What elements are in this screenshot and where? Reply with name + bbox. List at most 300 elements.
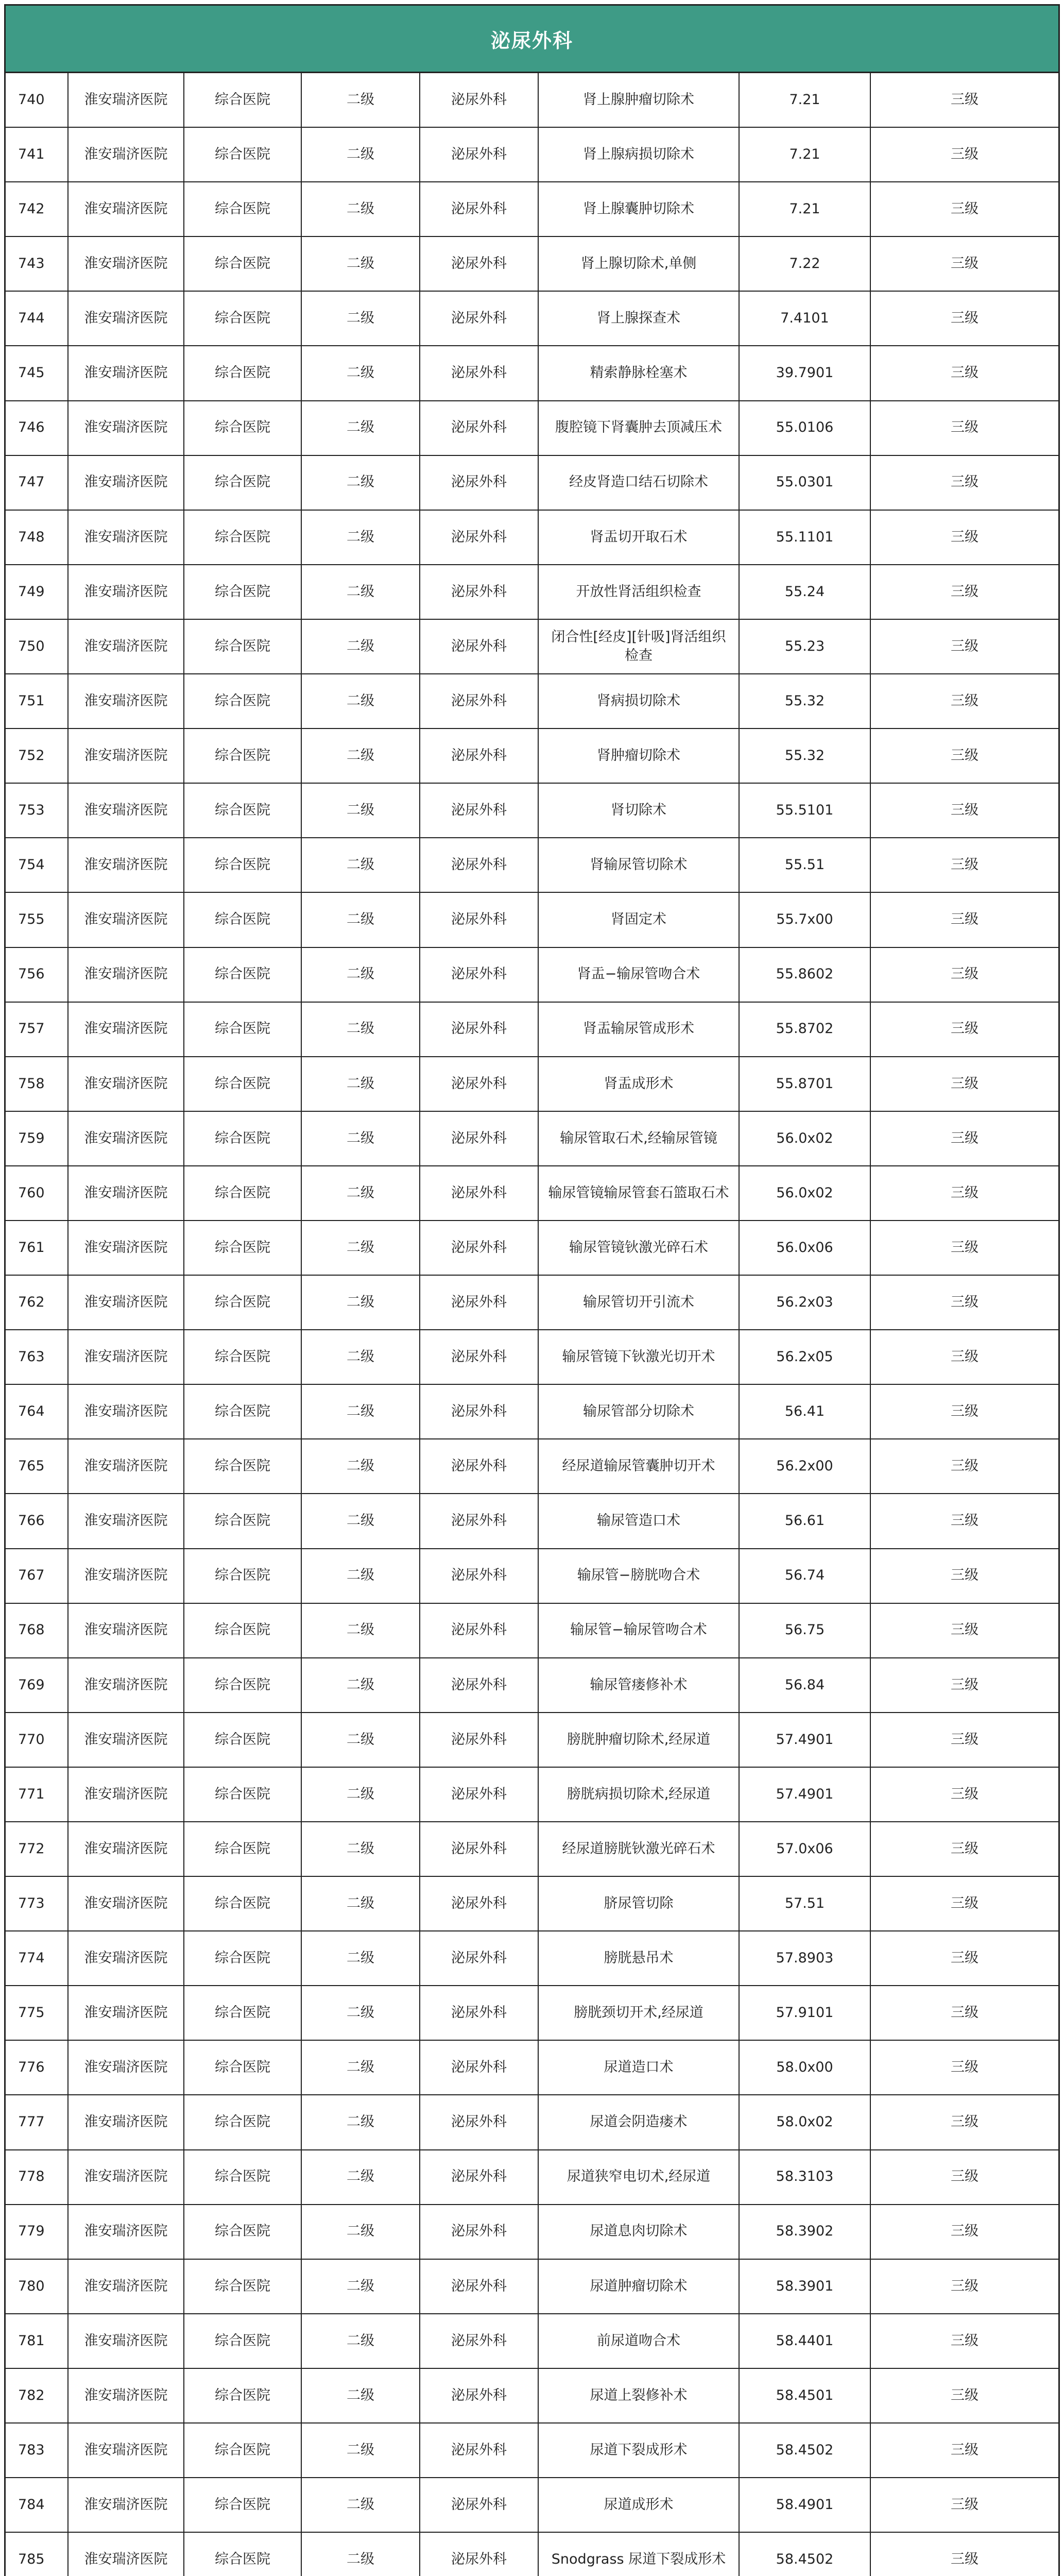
procedure-code-cell: 58.3902	[740, 2205, 871, 2259]
department-cell: 泌尿外科	[420, 2369, 539, 2422]
procedure-name-cell: 经尿道膀胱钬激光碎石术	[539, 1822, 740, 1876]
department-cell: 泌尿外科	[420, 1112, 539, 1165]
department-cell: 泌尿外科	[420, 511, 539, 564]
hospital-type-cell: 综合医院	[184, 620, 302, 673]
procedure-name-cell: Snodgrass 尿道下裂成形术	[539, 2533, 740, 2576]
hospital-grade-cell: 二级	[302, 784, 420, 837]
department-cell: 泌尿外科	[420, 73, 539, 127]
table-row	[6, 2095, 1058, 2150]
table-row	[6, 948, 1058, 1003]
procedure-code-cell: 58.3901	[740, 2260, 871, 2313]
procedure-name-cell: 肾盂切开取石术	[539, 511, 740, 564]
procedure-level-cell: 三级	[951, 802, 979, 819]
procedure-code-cell: 58.4502	[740, 2533, 871, 2576]
department-cell: 泌尿外科	[420, 2533, 539, 2576]
hospital-grade-cell: 二级	[302, 346, 420, 400]
department-cell: 泌尿外科	[420, 1604, 539, 1657]
procedure-code-cell: 55.0106	[740, 401, 871, 455]
procedure-level-cell: 三级	[951, 1567, 979, 1584]
procedure-code-cell: 56.84	[740, 1658, 871, 1712]
row-number-cell: 743	[6, 237, 68, 291]
hospital-type-cell: 综合医院	[184, 2095, 302, 2149]
procedure-name-cell: 肾固定术	[539, 893, 740, 946]
hospital-type-cell: 综合医院	[184, 2369, 302, 2422]
procedure-level-cell: 三级	[951, 2332, 979, 2349]
department-cell: 泌尿外科	[420, 346, 539, 400]
procedure-code-cell: 58.4401	[740, 2314, 871, 2368]
row-number-cell: 748	[6, 511, 68, 564]
procedure-level-cell: 三级	[951, 1403, 979, 1420]
hospital-grade-cell: 二级	[302, 128, 420, 181]
row-number-cell: 765	[6, 1439, 68, 1493]
procedure-name-cell: 尿道狭窄电切术,经尿道	[539, 2150, 740, 2204]
row-number-cell: 740	[6, 73, 68, 127]
hospital-type-cell: 综合医院	[184, 292, 302, 345]
procedure-name-cell: 输尿管镜输尿管套石篮取石术	[539, 1166, 740, 1220]
hospital-name-cell: 淮安瑞济医院	[68, 838, 184, 892]
hospital-name-cell: 淮安瑞济医院	[68, 2533, 184, 2576]
row-number-cell: 766	[6, 1494, 68, 1548]
hospital-name-cell: 淮安瑞济医院	[68, 1276, 184, 1329]
row-number-cell: 744	[6, 292, 68, 345]
table-row	[6, 237, 1058, 292]
department-cell: 泌尿外科	[420, 565, 539, 619]
hospital-name-cell: 淮安瑞济医院	[68, 893, 184, 946]
hospital-type-cell: 综合医院	[184, 128, 302, 181]
department-cell: 泌尿外科	[420, 948, 539, 1002]
procedure-code-cell: 56.2x03	[740, 1276, 871, 1329]
hospital-name-cell: 淮安瑞济医院	[68, 1439, 184, 1493]
procedure-level-cell: 三级	[951, 583, 979, 600]
procedure-level-cell: 三级	[951, 2223, 979, 2240]
procedure-name-cell: 肾肿瘤切除术	[539, 729, 740, 783]
hospital-type-cell: 综合医院	[184, 2205, 302, 2259]
row-number-cell: 753	[6, 784, 68, 837]
hospital-type-cell: 综合医院	[184, 2314, 302, 2368]
procedure-code-cell: 56.0x02	[740, 1112, 871, 1165]
row-number-cell: 769	[6, 1658, 68, 1712]
procedure-name-cell: 尿道会阴造瘘术	[539, 2095, 740, 2149]
department-cell: 泌尿外科	[420, 1877, 539, 1930]
procedure-level-cell: 三级	[951, 2005, 979, 2021]
procedure-code-cell: 56.41	[740, 1385, 871, 1438]
hospital-grade-cell: 二级	[302, 1439, 420, 1493]
procedure-name-cell: 尿道下裂成形术	[539, 2424, 740, 2477]
hospital-name-cell: 淮安瑞济医院	[68, 511, 184, 564]
hospital-type-cell: 综合医院	[184, 893, 302, 946]
procedure-level-cell: 三级	[951, 1786, 979, 1802]
procedure-level-cell: 三级	[951, 474, 979, 490]
hospital-name-cell: 淮安瑞济医院	[68, 2205, 184, 2259]
hospital-grade-cell: 二级	[302, 2369, 420, 2422]
hospital-name-cell: 淮安瑞济医院	[68, 1931, 184, 1985]
department-cell: 泌尿外科	[420, 2478, 539, 2532]
table-row	[6, 1658, 1058, 1713]
hospital-type-cell: 综合医院	[184, 784, 302, 837]
procedure-name-cell: 输尿管镜钬激光碎石术	[539, 1221, 740, 1275]
hospital-grade-cell: 二级	[302, 1822, 420, 1876]
hospital-grade-cell: 二级	[302, 1931, 420, 1985]
department-cell: 泌尿外科	[420, 620, 539, 673]
procedure-code-cell: 7.4101	[740, 292, 871, 345]
hospital-type-cell: 综合医院	[184, 1658, 302, 1712]
procedure-level-cell: 三级	[951, 1676, 979, 1693]
row-number-cell: 773	[6, 1877, 68, 1930]
procedure-name-cell: 肾上腺囊肿切除术	[539, 182, 740, 236]
procedure-code-cell: 58.4901	[740, 2478, 871, 2532]
procedure-code-cell: 57.51	[740, 1877, 871, 1930]
row-number-cell: 774	[6, 1931, 68, 1985]
procedure-name-cell: 前尿道吻合术	[539, 2314, 740, 2368]
table-row	[6, 565, 1058, 620]
procedure-level-cell: 三级	[951, 1239, 979, 1256]
department-cell: 泌尿外科	[420, 1986, 539, 2040]
procedure-name-cell: 经尿道输尿管囊肿切开术	[539, 1439, 740, 1493]
procedure-code-cell: 56.74	[740, 1549, 871, 1603]
procedure-code-cell: 55.5101	[740, 784, 871, 837]
department-cell: 泌尿外科	[420, 1658, 539, 1712]
hospital-name-cell: 淮安瑞济医院	[68, 182, 184, 236]
table-row	[6, 2533, 1058, 2576]
procedure-table	[4, 4, 1060, 2576]
hospital-grade-cell: 二级	[302, 1877, 420, 1930]
department-cell: 泌尿外科	[420, 2260, 539, 2313]
hospital-type-cell: 综合医院	[184, 2533, 302, 2576]
row-number-cell: 755	[6, 893, 68, 946]
table-row	[6, 1221, 1058, 1276]
table-row	[6, 1003, 1058, 1057]
hospital-grade-cell: 二级	[302, 1003, 420, 1056]
hospital-name-cell: 淮安瑞济医院	[68, 2369, 184, 2422]
hospital-type-cell: 综合医院	[184, 1221, 302, 1275]
row-number-cell: 759	[6, 1112, 68, 1165]
row-number-cell: 760	[6, 1166, 68, 1220]
table-row	[6, 2478, 1058, 2533]
hospital-name-cell: 淮安瑞济医院	[68, 1986, 184, 2040]
department-cell: 泌尿外科	[420, 1822, 539, 1876]
row-number-cell: 750	[6, 620, 68, 673]
department-cell: 泌尿外科	[420, 1549, 539, 1603]
hospital-grade-cell: 二级	[302, 1112, 420, 1165]
hospital-grade-cell: 二级	[302, 1221, 420, 1275]
row-number-cell: 752	[6, 729, 68, 783]
department-cell: 泌尿外科	[420, 401, 539, 455]
procedure-code-cell: 56.61	[740, 1494, 871, 1548]
procedure-code-cell: 7.21	[740, 128, 871, 181]
table-row	[6, 1112, 1058, 1166]
row-number-cell: 775	[6, 1986, 68, 2040]
procedure-level-cell: 三级	[951, 2059, 979, 2076]
row-number-cell: 770	[6, 1713, 68, 1767]
hospital-type-cell: 综合医院	[184, 674, 302, 728]
hospital-type-cell: 综合医院	[184, 838, 302, 892]
table-row	[6, 346, 1058, 401]
department-cell: 泌尿外科	[420, 1003, 539, 1056]
hospital-name-cell: 淮安瑞济医院	[68, 2260, 184, 2313]
hospital-type-cell: 综合医院	[184, 2150, 302, 2204]
hospital-type-cell: 综合医院	[184, 73, 302, 127]
hospital-type-cell: 综合医院	[184, 2260, 302, 2313]
procedure-code-cell: 55.0301	[740, 456, 871, 510]
hospital-grade-cell: 二级	[302, 948, 420, 1002]
hospital-type-cell: 综合医院	[184, 1986, 302, 2040]
row-number-cell: 783	[6, 2424, 68, 2477]
table-row	[6, 1439, 1058, 1494]
table-row	[6, 2260, 1058, 2314]
hospital-grade-cell: 二级	[302, 2260, 420, 2313]
hospital-grade-cell: 二级	[302, 1986, 420, 2040]
hospital-grade-cell: 二级	[302, 73, 420, 127]
department-cell: 泌尿外科	[420, 1713, 539, 1767]
row-number-cell: 758	[6, 1057, 68, 1111]
procedure-name-cell: 肾上腺病损切除术	[539, 128, 740, 181]
procedure-level-cell: 三级	[951, 747, 979, 764]
procedure-code-cell: 7.21	[740, 182, 871, 236]
procedure-code-cell: 56.0x02	[740, 1166, 871, 1220]
row-number-cell: 762	[6, 1276, 68, 1329]
hospital-grade-cell: 二级	[302, 237, 420, 291]
hospital-name-cell: 淮安瑞济医院	[68, 73, 184, 127]
hospital-type-cell: 综合医院	[184, 1057, 302, 1111]
procedure-code-cell: 7.21	[740, 73, 871, 127]
row-number-cell: 778	[6, 2150, 68, 2204]
hospital-type-cell: 综合医院	[184, 565, 302, 619]
row-number-cell: 761	[6, 1221, 68, 1275]
table-row	[6, 1057, 1058, 1112]
hospital-type-cell: 综合医院	[184, 948, 302, 1002]
procedure-name-cell: 尿道肿瘤切除术	[539, 2260, 740, 2313]
hospital-name-cell: 淮安瑞济医院	[68, 729, 184, 783]
hospital-type-cell: 综合医院	[184, 1822, 302, 1876]
procedure-name-cell: 膀胱悬吊术	[539, 1931, 740, 1985]
hospital-name-cell: 淮安瑞济医院	[68, 1330, 184, 1384]
procedure-name-cell: 输尿管造口术	[539, 1494, 740, 1548]
row-number-cell: 779	[6, 2205, 68, 2259]
hospital-grade-cell: 二级	[302, 511, 420, 564]
procedure-code-cell: 57.4901	[740, 1713, 871, 1767]
table-row	[6, 620, 1058, 674]
procedure-code-cell: 55.1101	[740, 511, 871, 564]
hospital-type-cell: 综合医院	[184, 1494, 302, 1548]
hospital-grade-cell: 二级	[302, 2150, 420, 2204]
table-row	[6, 1822, 1058, 1877]
table-row	[6, 456, 1058, 511]
procedure-level-cell: 三级	[951, 146, 979, 162]
hospital-name-cell: 淮安瑞济医院	[68, 2041, 184, 2094]
procedure-name-cell: 输尿管瘘修补术	[539, 1658, 740, 1712]
hospital-grade-cell: 二级	[302, 838, 420, 892]
procedure-level-cell: 三级	[951, 2387, 979, 2403]
procedure-level-cell: 三级	[951, 1622, 979, 1638]
hospital-name-cell: 淮安瑞济医院	[68, 1877, 184, 1930]
row-number-cell: 756	[6, 948, 68, 1002]
hospital-name-cell: 淮安瑞济医院	[68, 1166, 184, 1220]
department-cell: 泌尿外科	[420, 1057, 539, 1111]
procedure-level-cell: 三级	[951, 1130, 979, 1146]
table-row	[6, 1931, 1058, 1986]
procedure-level-cell: 三级	[951, 1950, 979, 1967]
hospital-type-cell: 综合医院	[184, 401, 302, 455]
department-cell: 泌尿外科	[420, 456, 539, 510]
hospital-grade-cell: 二级	[302, 1604, 420, 1657]
hospital-type-cell: 综合医院	[184, 1768, 302, 1821]
row-number-cell: 747	[6, 456, 68, 510]
procedure-code-cell: 57.0x06	[740, 1822, 871, 1876]
hospital-grade-cell: 二级	[302, 401, 420, 455]
table-row	[6, 182, 1058, 237]
hospital-type-cell: 综合医院	[184, 2424, 302, 2477]
procedure-code-cell: 58.4501	[740, 2369, 871, 2422]
hospital-grade-cell: 二级	[302, 1658, 420, 1712]
hospital-grade-cell: 二级	[302, 292, 420, 345]
table-row	[6, 2314, 1058, 2369]
procedure-code-cell: 56.75	[740, 1604, 871, 1657]
hospital-type-cell: 综合医院	[184, 1713, 302, 1767]
procedure-code-cell: 55.32	[740, 674, 871, 728]
procedure-level-cell: 三级	[951, 1840, 979, 1857]
department-cell: 泌尿外科	[420, 128, 539, 181]
hospital-type-cell: 综合医院	[184, 237, 302, 291]
department-cell: 泌尿外科	[420, 1330, 539, 1384]
hospital-type-cell: 综合医院	[184, 729, 302, 783]
row-number-cell: 754	[6, 838, 68, 892]
hospital-grade-cell: 二级	[302, 2314, 420, 2368]
hospital-grade-cell: 二级	[302, 565, 420, 619]
procedure-name-cell: 腹腔镜下肾囊肿去顶减压术	[539, 401, 740, 455]
procedure-name-cell: 输尿管镜下钬激光切开术	[539, 1330, 740, 1384]
table-row	[6, 1494, 1058, 1549]
procedure-level-cell: 三级	[951, 2168, 979, 2185]
hospital-type-cell: 综合医院	[184, 511, 302, 564]
department-cell: 泌尿外科	[420, 729, 539, 783]
row-number-cell: 767	[6, 1549, 68, 1603]
hospital-type-cell: 综合医院	[184, 2041, 302, 2094]
procedure-level-cell: 三级	[951, 1021, 979, 1037]
hospital-type-cell: 综合医院	[184, 1549, 302, 1603]
row-number-cell: 741	[6, 128, 68, 181]
row-number-cell: 771	[6, 1768, 68, 1821]
procedure-code-cell: 56.2x00	[740, 1439, 871, 1493]
procedure-code-cell: 55.23	[740, 620, 871, 673]
hospital-grade-cell: 二级	[302, 2095, 420, 2149]
procedure-name-cell: 膀胱病损切除术,经尿道	[539, 1768, 740, 1821]
table-row	[6, 1549, 1058, 1604]
department-cell: 泌尿外科	[420, 182, 539, 236]
procedure-code-cell: 56.0x06	[740, 1221, 871, 1275]
table-row	[6, 1276, 1058, 1330]
hospital-type-cell: 综合医院	[184, 1276, 302, 1329]
hospital-grade-cell: 二级	[302, 674, 420, 728]
hospital-grade-cell: 二级	[302, 2205, 420, 2259]
hospital-name-cell: 淮安瑞济医院	[68, 2314, 184, 2368]
hospital-name-cell: 淮安瑞济医院	[68, 2150, 184, 2204]
hospital-name-cell: 淮安瑞济医院	[68, 1822, 184, 1876]
department-cell: 泌尿外科	[420, 2041, 539, 2094]
procedure-level-cell: 三级	[951, 256, 979, 272]
procedure-code-cell: 55.7x00	[740, 893, 871, 946]
hospital-name-cell: 淮安瑞济医院	[68, 1713, 184, 1767]
procedure-level-cell: 三级	[951, 2114, 979, 2130]
procedure-level-cell: 三级	[951, 2496, 979, 2513]
table-row	[6, 2150, 1058, 2205]
procedure-code-cell: 55.8701	[740, 1057, 871, 1111]
row-number-cell: 742	[6, 182, 68, 236]
table-body	[6, 73, 1058, 2576]
hospital-name-cell: 淮安瑞济医院	[68, 565, 184, 619]
procedure-code-cell: 56.2x05	[740, 1330, 871, 1384]
row-number-cell: 782	[6, 2369, 68, 2422]
hospital-name-cell: 淮安瑞济医院	[68, 1604, 184, 1657]
hospital-name-cell: 淮安瑞济医院	[68, 1057, 184, 1111]
row-number-cell: 785	[6, 2533, 68, 2576]
procedure-level-cell: 三级	[951, 1513, 979, 1529]
procedure-name-cell: 输尿管取石术,经输尿管镜	[539, 1112, 740, 1165]
procedure-level-cell: 三级	[951, 365, 979, 381]
procedure-name-cell: 尿道造口术	[539, 2041, 740, 2094]
hospital-name-cell: 淮安瑞济医院	[68, 1768, 184, 1821]
procedure-level-cell: 三级	[951, 1294, 979, 1310]
hospital-type-cell: 综合医院	[184, 1385, 302, 1438]
procedure-code-cell: 55.8702	[740, 1003, 871, 1056]
procedure-level-cell: 三级	[951, 1184, 979, 1201]
hospital-type-cell: 综合医院	[184, 456, 302, 510]
department-cell: 泌尿外科	[420, 2205, 539, 2259]
hospital-grade-cell: 二级	[302, 2533, 420, 2576]
procedure-level-cell: 三级	[951, 966, 979, 982]
procedure-code-cell: 55.32	[740, 729, 871, 783]
hospital-name-cell: 淮安瑞济医院	[68, 346, 184, 400]
procedure-level-cell: 三级	[951, 1075, 979, 1092]
procedure-name-cell: 尿道上裂修补术	[539, 2369, 740, 2422]
department-cell: 泌尿外科	[420, 2314, 539, 2368]
hospital-type-cell: 综合医院	[184, 1003, 302, 1056]
hospital-grade-cell: 二级	[302, 2478, 420, 2532]
procedure-level-cell: 三级	[951, 911, 979, 928]
hospital-grade-cell: 二级	[302, 1057, 420, 1111]
procedure-level-cell: 三级	[951, 1458, 979, 1475]
row-number-cell: 757	[6, 1003, 68, 1056]
procedure-name-cell: 肾盂成形术	[539, 1057, 740, 1111]
procedure-level-cell: 三级	[951, 857, 979, 873]
table-row	[6, 511, 1058, 565]
hospital-name-cell: 淮安瑞济医院	[68, 1112, 184, 1165]
hospital-type-cell: 综合医院	[184, 1112, 302, 1165]
procedure-name-cell: 经皮肾造口结石切除术	[539, 456, 740, 510]
procedure-name-cell: 膀胱颈切开术,经尿道	[539, 1986, 740, 2040]
department-cell: 泌尿外科	[420, 2095, 539, 2149]
table-row	[6, 1877, 1058, 1931]
procedure-name-cell: 输尿管−输尿管吻合术	[539, 1604, 740, 1657]
department-cell: 泌尿外科	[420, 1494, 539, 1548]
hospital-grade-cell: 二级	[302, 1276, 420, 1329]
procedure-name-cell: 肾输尿管切除术	[539, 838, 740, 892]
procedure-name-cell: 尿道息肉切除术	[539, 2205, 740, 2259]
row-number-cell: 784	[6, 2478, 68, 2532]
procedure-level-cell: 三级	[951, 1895, 979, 1911]
hospital-name-cell: 淮安瑞济医院	[68, 674, 184, 728]
row-number-cell: 781	[6, 2314, 68, 2368]
department-cell: 泌尿外科	[420, 1768, 539, 1821]
table-row	[6, 784, 1058, 838]
row-number-cell: 768	[6, 1604, 68, 1657]
hospital-name-cell: 淮安瑞济医院	[68, 948, 184, 1002]
hospital-name-cell: 淮安瑞济医院	[68, 1221, 184, 1275]
hospital-name-cell: 淮安瑞济医院	[68, 292, 184, 345]
hospital-name-cell: 淮安瑞济医院	[68, 1494, 184, 1548]
table-row	[6, 2205, 1058, 2260]
row-number-cell: 777	[6, 2095, 68, 2149]
hospital-grade-cell: 二级	[302, 893, 420, 946]
